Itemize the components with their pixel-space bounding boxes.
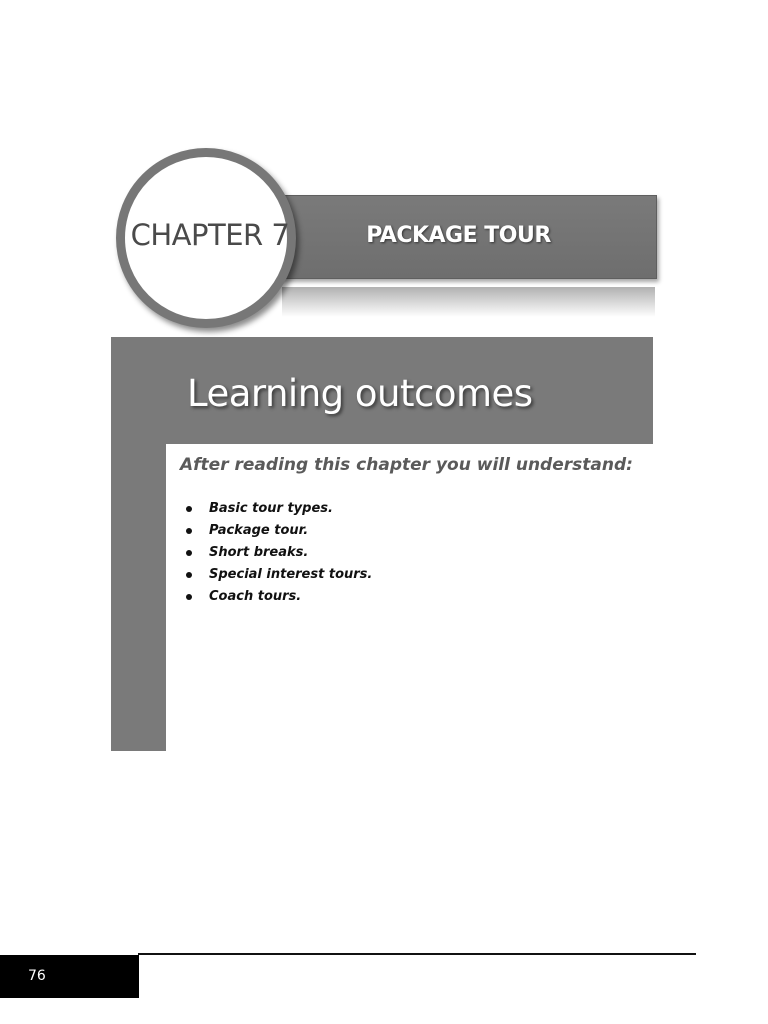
bullet-icon (186, 572, 192, 578)
bullet-icon (186, 506, 192, 512)
list-item (186, 498, 372, 520)
chapter-label: CHAPTER 7 (130, 218, 290, 252)
chapter-title: PACKAGE TOUR (366, 223, 551, 248)
page-number-box (0, 955, 139, 998)
list-item-text: Special interest tours. (209, 567, 373, 582)
footer-rule (138, 953, 696, 955)
list-item (186, 564, 372, 586)
bullet-icon (186, 528, 192, 534)
list-item-text: Basic tour types. (209, 501, 333, 516)
list-item-text: Coach tours. (209, 589, 302, 604)
learning-outcomes-sidebar (111, 444, 166, 751)
list-item-text: Package tour. (209, 523, 309, 538)
banner-reflection (282, 287, 655, 317)
bullet-icon (186, 550, 192, 556)
list-item (186, 520, 372, 542)
page-number: 76 (28, 968, 46, 984)
list-item (186, 542, 372, 564)
learning-outcomes-list (186, 498, 372, 608)
bullet-icon (186, 594, 192, 600)
list-item (186, 586, 372, 608)
learning-outcomes-intro: After reading this chapter you will understand: (180, 455, 633, 475)
list-item-text: Short breaks. (209, 545, 309, 560)
learning-outcomes-heading: Learning outcomes (187, 372, 533, 415)
